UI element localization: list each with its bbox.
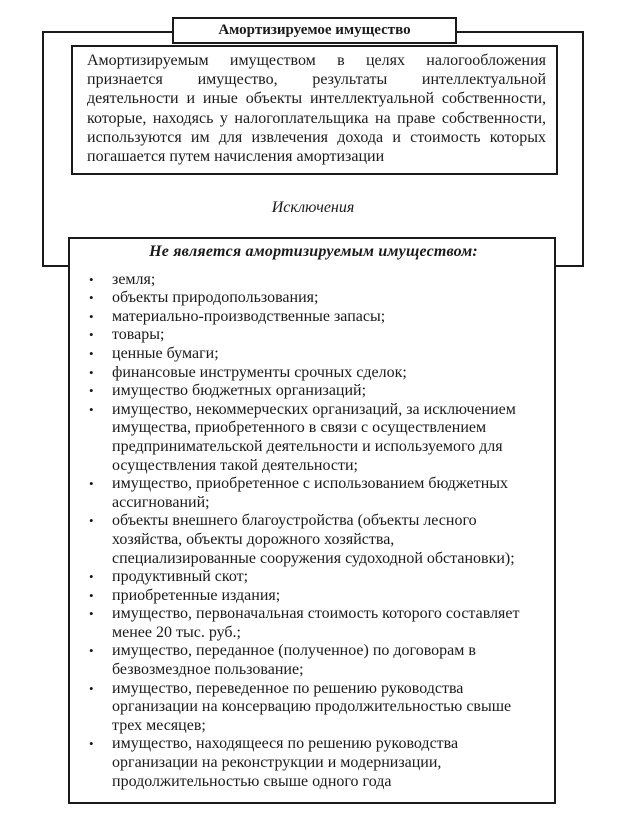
bullet-icon: • <box>89 587 94 603</box>
list-item <box>87 680 540 736</box>
list-item <box>87 364 540 383</box>
list-item-text: объекты внешнего благоустройства (объекты лесного хозяйства, объекты дорожного хозяйства, специализированные сооружения судоходной обстановки); <box>112 512 515 567</box>
list-item <box>87 568 540 587</box>
bullet-icon: • <box>89 476 94 492</box>
exclusions-title: Не является амортизируемым имуществом: <box>149 243 478 260</box>
list-item-text: имущество, находящееся по решению руководства организации на реконструкции и модернизации, продолжительностью свыше одного года <box>112 735 459 790</box>
bullet-icon: • <box>89 364 94 380</box>
bullet-icon: • <box>89 308 94 324</box>
list-item-text: финансовые инструменты срочных сделок; <box>112 363 407 381</box>
list-item-text: имущество бюджетных организаций; <box>112 382 367 400</box>
list-item-text: материально-производственные запасы; <box>112 307 386 325</box>
bullet-icon: • <box>89 345 94 361</box>
bullet-icon: • <box>89 643 94 659</box>
exclusions-box <box>68 237 556 804</box>
list-item <box>87 289 540 308</box>
list-item-text: имущество, некоммерческих организаций, за исключением имущества, приобретенного в связи с осуществлением предпринимательской деятельности и используемого для осуществления такой деятельности; <box>112 400 516 474</box>
bullet-icon: • <box>89 401 94 417</box>
list-item-text: имущество, переведенное по решению руководства организации на консервацию продолжительностью свыше трех месяцев; <box>112 679 512 734</box>
exclusions-list <box>87 271 540 792</box>
list-item <box>87 308 540 327</box>
list-item-text: объекты природопользования; <box>112 289 319 307</box>
bullet-icon: • <box>89 680 94 696</box>
list-item <box>87 512 540 568</box>
list-item-text: имущество, переданное (полученное) по договорам в безвозмездное пользование; <box>112 642 476 679</box>
list-item-text: продуктивный скот; <box>112 568 249 586</box>
list-item-text: земля; <box>112 270 156 288</box>
list-item <box>87 605 540 642</box>
bullet-icon: • <box>89 513 94 529</box>
list-item <box>87 345 540 364</box>
list-item <box>87 642 540 679</box>
list-item-text: имущество, первоначальная стоимость которого составляет менее 20 тыс. руб.; <box>112 605 520 641</box>
list-item-text: приобретенные издания; <box>112 586 281 604</box>
definition-text: Амортизируемым имуществом в целях налогообложения признается имущество, результаты интеллектуальной деятельности и иные объекты интеллектуальной собственности, которые, находясь у налогоплательщика на праве собственности, используются им для извлечения дохода и стоимость которых погашается путем начисления амортизации <box>87 52 546 166</box>
bullet-icon: • <box>89 327 94 343</box>
exceptions-label: Исключения <box>271 199 355 216</box>
diagram-title <box>172 17 457 44</box>
diagram-title-text: Амортизируемое имущество <box>218 22 411 38</box>
list-item <box>87 587 540 606</box>
list-item <box>87 326 540 345</box>
bullet-icon: • <box>89 606 94 622</box>
bullet-icon: • <box>89 736 94 752</box>
bullet-icon: • <box>89 569 94 585</box>
definition-box <box>71 45 558 175</box>
list-item <box>87 271 540 290</box>
list-item <box>87 382 540 401</box>
list-item <box>87 735 540 791</box>
bullet-icon: • <box>89 271 94 287</box>
list-item-text: имущество, приобретенное с использованием бюджетных ассигнований; <box>112 475 509 511</box>
bullet-icon: • <box>89 383 94 399</box>
bullet-icon: • <box>89 290 94 306</box>
list-item <box>87 401 540 475</box>
list-item <box>87 475 540 512</box>
list-item-text: ценные бумаги; <box>112 344 219 362</box>
list-item-text: товары; <box>112 326 165 344</box>
